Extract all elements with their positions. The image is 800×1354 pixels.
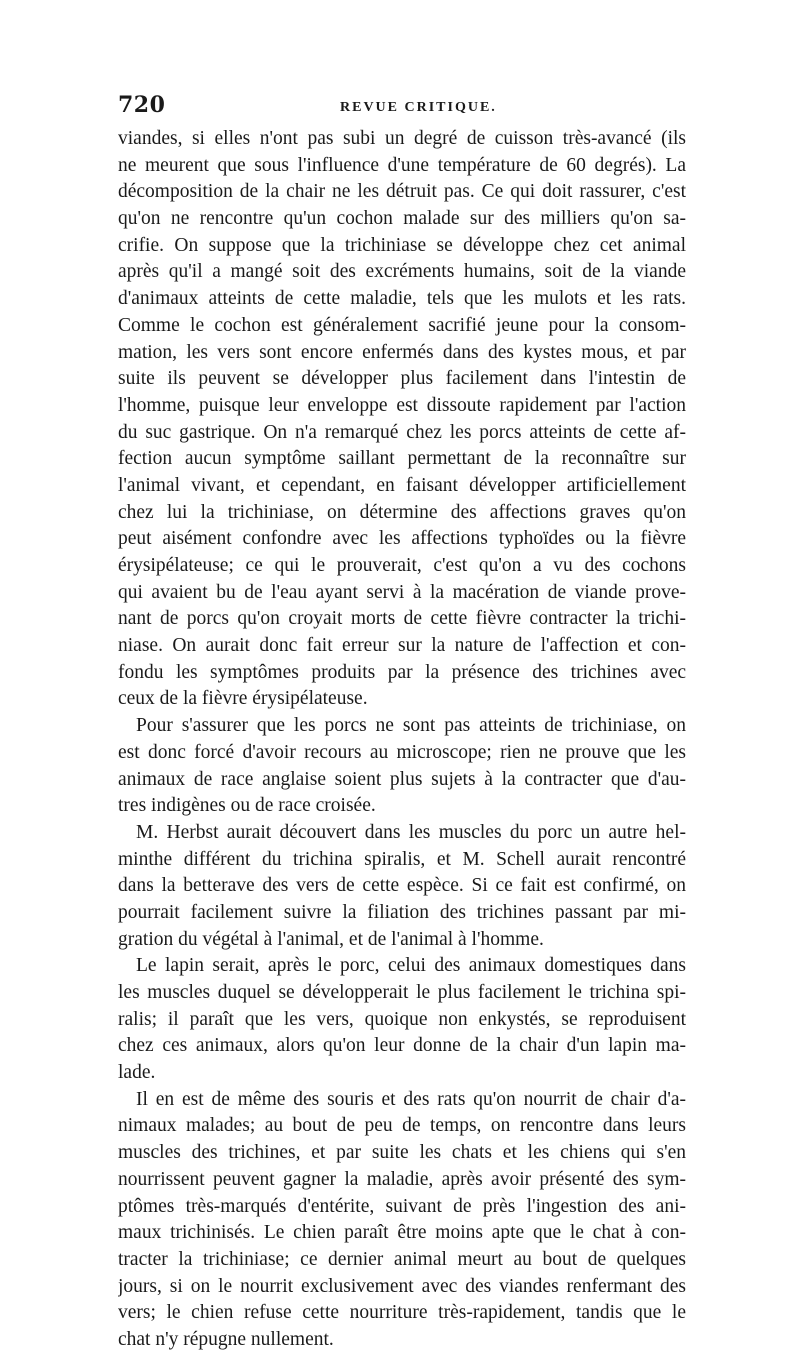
text-line: maux trichinisés. Le chien paraît être moins apte que le chat à con- [118,1222,686,1244]
text-line: dans la betterave des vers de cette espèce. Si ce fait est confirmé, on [118,875,686,897]
text-line: suite ils peuvent se développer plus facilement dans l'intestin de [118,368,686,390]
text-line: fection aucun symptôme saillant permettant de la reconnaître sur [118,448,686,470]
text-line: Il en est de même des souris et des rats qu'on nourrit de chair d'a- [136,1088,686,1110]
text-line: chez lui la trichiniase, on détermine des affections graves qu'on [118,501,686,523]
text-line: qu'on ne rencontre qu'un cochon malade sur des milliers qu'on sa- [118,208,686,230]
text-line: décomposition de la chair ne les détruit pas. Ce qui doit rassurer, c'est [118,181,686,203]
text-line: chat n'y répugne nullement. [118,1328,334,1350]
text-line: après qu'il a mangé soit des excréments humains, soit de la viande [118,261,686,283]
text-line: Le lapin serait, après le porc, celui des animaux domestiques dans [136,955,686,977]
text-line: ceux de la fièvre érysipélateuse. [118,688,368,710]
text-line: minthe différent du trichina spiralis, et M. Schell aurait rencontré [118,848,686,870]
text-line: animaux de race anglaise soient plus sujets à la contracter que d'au- [118,768,686,790]
text-line: Pour s'assurer que les porcs ne sont pas atteints de trichiniase, on [136,715,686,737]
text-line: ptômes très-marqués d'entérite, suivant de près l'ingestion des ani- [118,1195,686,1217]
text-line: pourrait facilement suivre la filiation des trichines passant par mi- [118,901,686,923]
text-line: érysipélateuse; ce qui le prouverait, c'est qu'on a vu des cochons [118,555,686,576]
text-line: fondu les symptômes produits par la présence des trichines avec [118,661,686,683]
text-line: ralis; il paraît que les vers, quoique non enkystés, se reproduisent [118,1008,686,1030]
text-line: nimaux malades; au bout de peu de temps, on rencontre dans leurs [118,1115,686,1137]
text-line: lade. [118,1062,156,1084]
text-line: nant de porcs qu'on croyait morts de cette fièvre contracter la trichi- [118,608,686,630]
text-line: du suc gastrique. On n'a remarqué chez les porcs atteints de cette af- [118,421,686,443]
text-line: crifie. On suppose que la trichiniase se développe chez cet animal [118,234,686,256]
text-line: viandes, si elles n'ont pas subi un degré de cuisson très-avancé (ils [118,128,686,149]
text-line: gration du végétal à l'animal, et de l'animal à l'homme. [118,928,544,950]
page-header [118,92,688,122]
text-line: l'homme, puisque leur enveloppe est dissoute rapidement par l'action [118,394,686,416]
text-line: peut aisément confondre avec les affections typhoïdes ou la fièvre [118,528,686,550]
text-line: l'animal vivant, et cependant, en faisant développer artificiellement [118,474,686,496]
running-title: REVUE CRITIQUE. [340,100,497,115]
text-line: chez ces animaux, alors qu'on leur donne de la chair d'un lapin ma- [118,1035,686,1057]
text-line: ne meurent que sous l'influence d'une température de 60 degrés). La [118,154,686,176]
text-line: M. Herbst aurait découvert dans les muscles du porc un autre hel- [136,821,686,843]
text-line: les muscles duquel se développerait le plus facilement le trichina spi- [118,982,686,1003]
text-line: Comme le cochon est généralement sacrifié jeune pour la consom- [118,314,686,336]
text-line: d'animaux atteints de cette maladie, tels que les mulots et les rats. [118,288,686,310]
text-line: vers; le chien refuse cette nourriture très-rapidement, tandis que le [118,1302,686,1324]
text-line: tracter la trichiniase; ce dernier animal meurt au bout de quelques [118,1248,686,1270]
body-text [118,126,686,1354]
text-line: jours, si on le nourrit exclusivement avec des viandes renfermant des [118,1275,686,1297]
page-number: 720 [118,92,166,118]
text-line: mation, les vers sont encore enfermés dans des kystes mous, et par [118,341,686,363]
text-line: est donc forcé d'avoir recours au microscope; rien ne prouve que les [118,741,686,763]
text-line: qui avaient bu de l'eau ayant servi à la macération de viande prove- [118,581,686,603]
text-line: niase. On aurait donc fait erreur sur la nature de l'affection et con- [118,635,686,657]
text-line: muscles des trichines, et par suite les chats et les chiens qui s'en [118,1142,686,1164]
text-line: nourrissent peuvent gagner la maladie, après avoir présenté des sym- [118,1168,686,1190]
text-line: tres indigènes ou de race croisée. [118,795,376,817]
